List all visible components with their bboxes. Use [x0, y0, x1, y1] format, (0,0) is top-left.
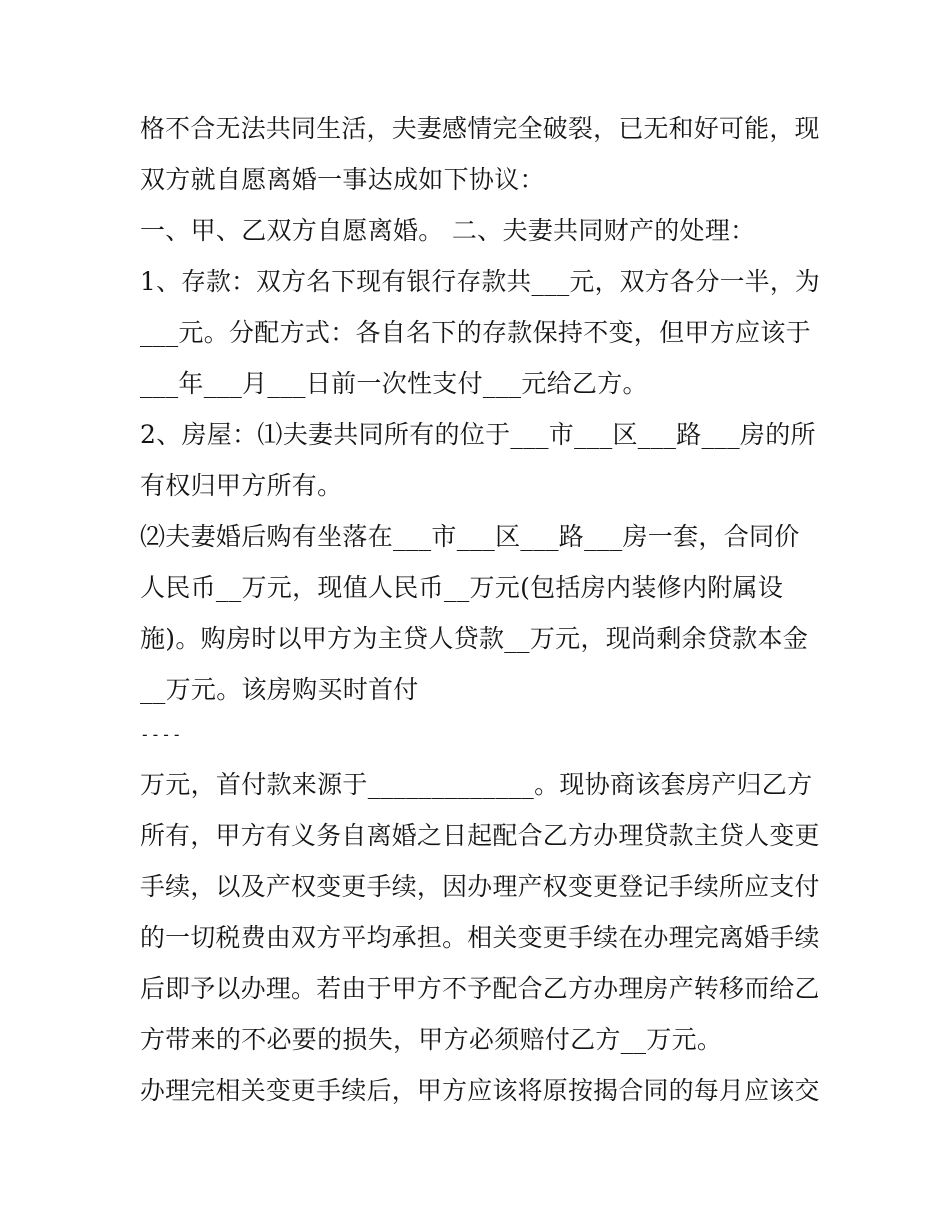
text-line: ⑵夫妻婚后购有坐落在___市___区___路___房一套，合同价: [140, 522, 800, 551]
text-line: 1、存款：双方名下现有银行存款共___元，双方各分一半，为: [140, 267, 820, 296]
text-line: 后即予以办理。若由于甲方不予配合乙方办理房产转移而给乙: [140, 974, 820, 1003]
text-line: 双方就自愿离婚一事达成如下协议：: [140, 165, 545, 194]
text-line: 手续，以及产权变更手续，因办理产权变更登记手续所应支付: [140, 872, 820, 901]
text-line: ___年___月___日前一次性支付___元给乙方。: [140, 369, 648, 398]
text-line: 一、甲、乙双方自愿离婚。 二、夫妻共同财产的处理：: [140, 216, 756, 245]
text-line: 人民币__万元，现值人民币__万元(包括房内装修内附属设: [140, 573, 784, 602]
text-line: __万元。该房购买时首付: [140, 675, 419, 704]
text-line: 格不合无法共同生活，夫妻感情完全破裂，已无和好可能，现: [140, 114, 820, 143]
text-line: 万元，首付款来源于_____________。现协商该套房产归乙方: [140, 770, 813, 799]
text-line: 方带来的不必要的损失，甲方必须赔付乙方__万元。: [140, 1025, 723, 1054]
text-line: 2、房屋：⑴夫妻共同所有的位于___市___区___路___房的所: [140, 420, 816, 449]
text-line: 办理完相关变更手续后，甲方应该将原按揭合同的每月应该交: [140, 1076, 820, 1105]
text-line: ___元。分配方式：各自名下的存款保持不变，但甲方应该于: [140, 318, 811, 347]
text-line: 的一切税费由双方平均承担。相关变更手续在办理完离婚手续: [140, 923, 820, 952]
text-line: 有权归甲方所有。: [140, 471, 343, 500]
text-line: 所有，甲方有义务自离婚之日起配合乙方办理贷款主贷人变更: [140, 821, 820, 850]
page-separator: ----: [140, 725, 183, 744]
text-line: 施)。购房时以甲方为主贷人贷款__万元，现尚剩余贷款本金: [140, 624, 809, 653]
